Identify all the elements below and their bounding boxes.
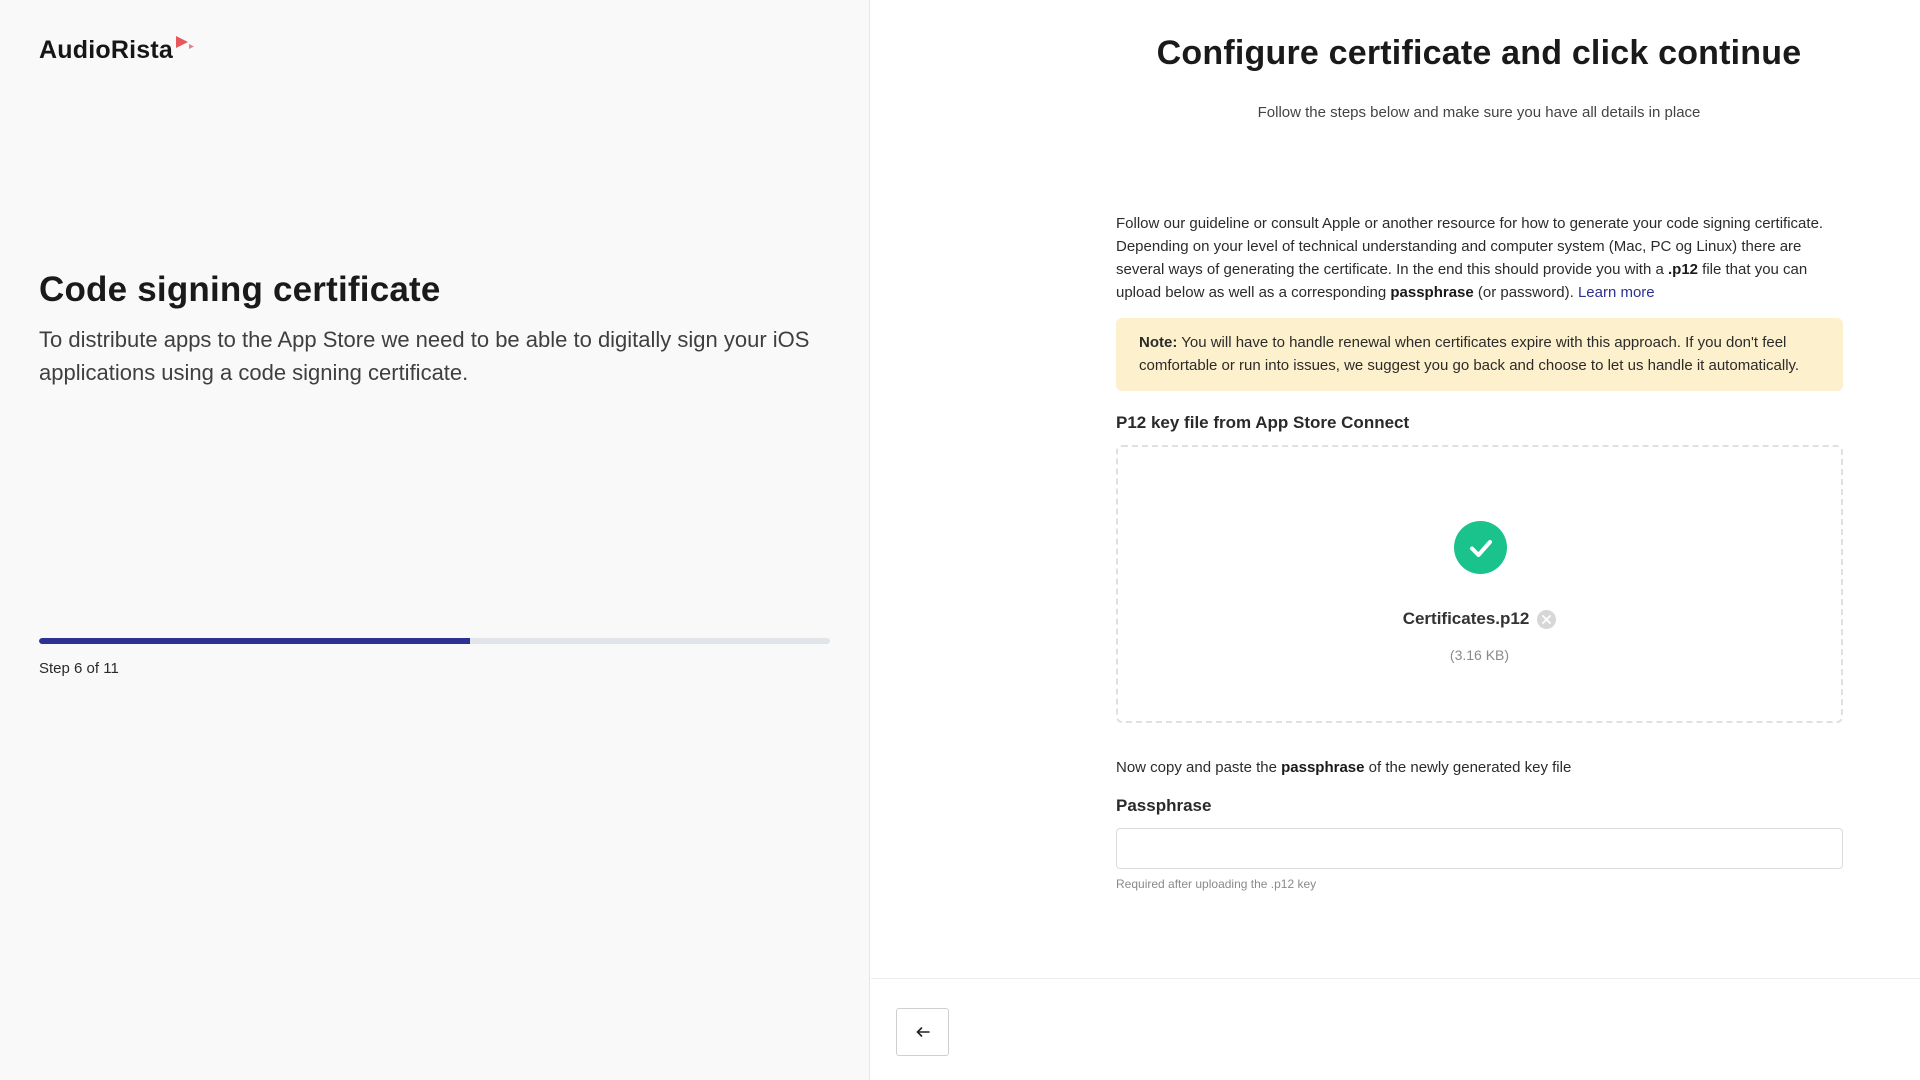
play-triangle-icon (175, 35, 195, 53)
checkmark-icon (1467, 534, 1495, 562)
intro-text: Follow our guideline or consult Apple or another resource for how to generate your code signing certificate. Depending on your level of technical understanding and computer system (Mac, PC og Linux) there are several ways of generating the certificate. In the end this should provide you with a (1116, 215, 1824, 278)
instruction-emphasis: passphrase (1281, 759, 1365, 776)
intro-emphasis-p12: .p12 (1667, 261, 1698, 278)
passphrase-label: Passphrase (1116, 796, 1212, 815)
instruction-text: Now copy and paste the (1116, 759, 1282, 776)
passphrase-hint: Required after uploading the .p12 key (1116, 877, 1317, 891)
progress-bar (39, 638, 830, 644)
page-subtitle: Follow the steps below and make sure you have all details in place (1257, 104, 1701, 121)
close-circle-icon[interactable] (1537, 610, 1556, 629)
learn-more-link[interactable]: Learn more (1577, 284, 1655, 301)
footer-bar (871, 978, 1920, 1080)
intro-text: (or password). (1473, 284, 1578, 301)
progress-fill (39, 638, 470, 644)
intro-text: file that you can upload below as well as a corresponding (1116, 261, 1808, 301)
file-dropzone[interactable] (1116, 445, 1843, 723)
checkmark-circle-icon (1454, 521, 1507, 574)
note-callout (1116, 318, 1843, 391)
step-counter: Step 6 of 11 (39, 660, 119, 677)
instruction-text: of the newly generated key file (1364, 759, 1572, 776)
passphrase-instruction (1116, 759, 1843, 776)
upload-label: P12 key file from App Store Connect (1116, 413, 1410, 432)
back-button[interactable] (896, 1008, 949, 1056)
file-name: Certificates.p12 (1402, 609, 1530, 628)
left-panel (0, 0, 870, 1080)
note-label: Note: (1139, 334, 1178, 351)
step-title: Code signing certificate (39, 270, 441, 309)
passphrase-input[interactable] (1116, 828, 1843, 869)
form-content (1116, 212, 1843, 891)
file-size: (3.16 KB) (1449, 647, 1510, 663)
intro-emphasis-passphrase: passphrase (1390, 284, 1474, 301)
intro-paragraph (1116, 212, 1843, 304)
main-panel (871, 0, 1920, 1080)
note-text: You will have to handle renewal when certificates expire with this approach. If you don't feel comfortable or run into issues, we suggest you go back and choose to let us handle it automatically. (1139, 334, 1800, 374)
page-title: Configure certificate and click continue (1156, 34, 1802, 72)
step-description: To distribute apps to the App Store we need to be able to digitally sign your iOS applications using a code signing certificate. (39, 327, 810, 385)
close-icon (1542, 615, 1551, 624)
logo-text: AudioRista (39, 36, 173, 64)
arrow-left-icon (916, 1026, 930, 1038)
uploaded-file (1118, 609, 1841, 629)
logo[interactable] (39, 36, 195, 65)
